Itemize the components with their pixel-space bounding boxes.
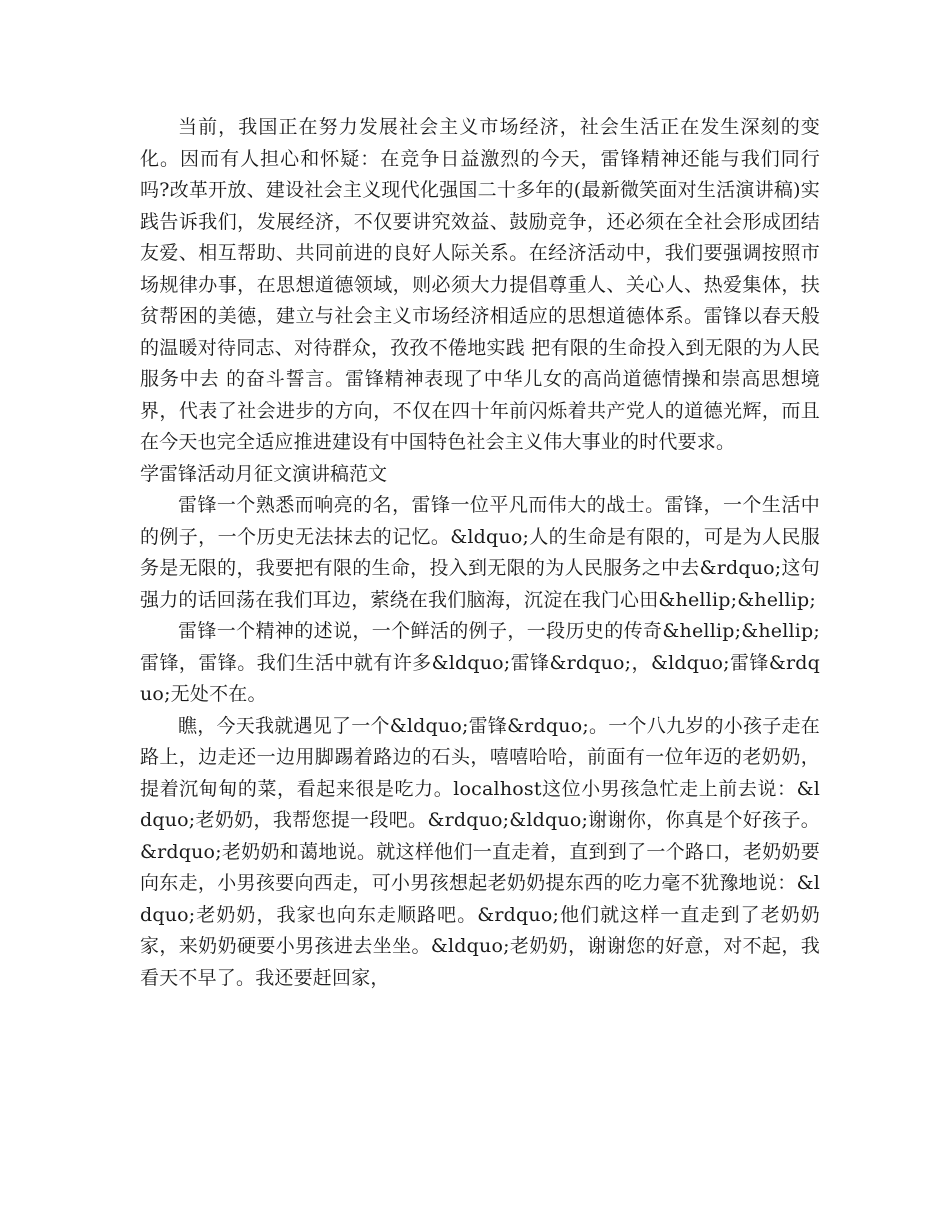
paragraph-leifeng-story: 瞧，今天我就遇见了一个&ldquo;雷锋&rdquo;。一个八九岁的小孩子走在路上，边走还一边用脚踢着路边的石头，嘻嘻哈哈，前面有一位年迈的老奶奶，提着沉甸甸的菜，看起来很是吃力。localhost这位小男孩急忙走上前去说：&ldquo;老奶奶，我帮您提一段吧。&rdquo;&ldquo;谢谢你，你真是个好孩子。&rdquo;老奶奶和蔼地说。就这样他们一直走着，直到到了一个路口，老奶奶要向东走，小男孩要向西走，可小男孩想起老奶奶提东西的吃力毫不犹豫地说：&ldquo;老奶奶，我家也向东走顺路吧。&rdquo;他们就这样一直走到了老奶奶家，来奶奶硬要小男孩进去坐坐。&ldquo;老奶奶，谢谢您的好意，对不起，我看天不早了。我还要赶回家， (140, 714, 820, 989)
paragraph-leifeng-name: 雷锋一个熟悉而响亮的名，雷锋一位平凡而伟大的战士。雷锋，一个生活中的例子，一个历史无法抹去的记忆。&ldquo;人的生命是有限的，可是为人民服务是无限的，我要把有限的生命，投入到无限的为人民服务之中去&rdquo;这句强力的话回荡在我们耳边，萦绕在我们脑海，沉淀在我门心田&hellip;&hellip; (140, 494, 820, 611)
paragraph-market-economy: 当前，我国正在努力发展社会主义市场经济，社会生活正在发生深刻的变化。因而有人担心和怀疑：在竞争日益激烈的今天，雷锋精神还能与我们同行吗?改革开放、建设社会主义现代化强国二十多年的(最新微笑面对生活演讲稿)实践告诉我们，发展经济，不仅要讲究效益、鼓励竞争，还必须在全社会形成团结友爱、相互帮助、共同前进的良好人际关系。在经济活动中，我们要强调按照市场规律办事，在思想道德领域，则必须大力提倡尊重人、关心人、热爱集体，扶贫帮困的美德，建立与社会主义市场经济相适应的思想道德体系。雷锋以春天般的温暖对待同志、对待群众，孜孜不倦地实践 把有限的生命投入到无限的为人民服务中去 的奋斗誓言。雷锋精神表现了中华儿女的高尚道德情操和崇高思想境界，代表了社会进步的方向，不仅在四十年前闪烁着共产党人的道德光辉，而且在今天也完全适应推进建设有中国特色社会主义伟大事业的时代要求。 (140, 116, 820, 453)
paragraph-leifeng-spirit: 雷锋一个精神的述说，一个鲜活的例子，一段历史的传奇&hellip;&hellip;雷锋，雷锋。我们生活中就有许多&ldquo;雷锋&rdquo;，&ldquo;雷锋&rdquo;无处不在。 (140, 620, 820, 705)
section-heading: 学雷锋活动月征文演讲稿范文 (140, 462, 388, 485)
